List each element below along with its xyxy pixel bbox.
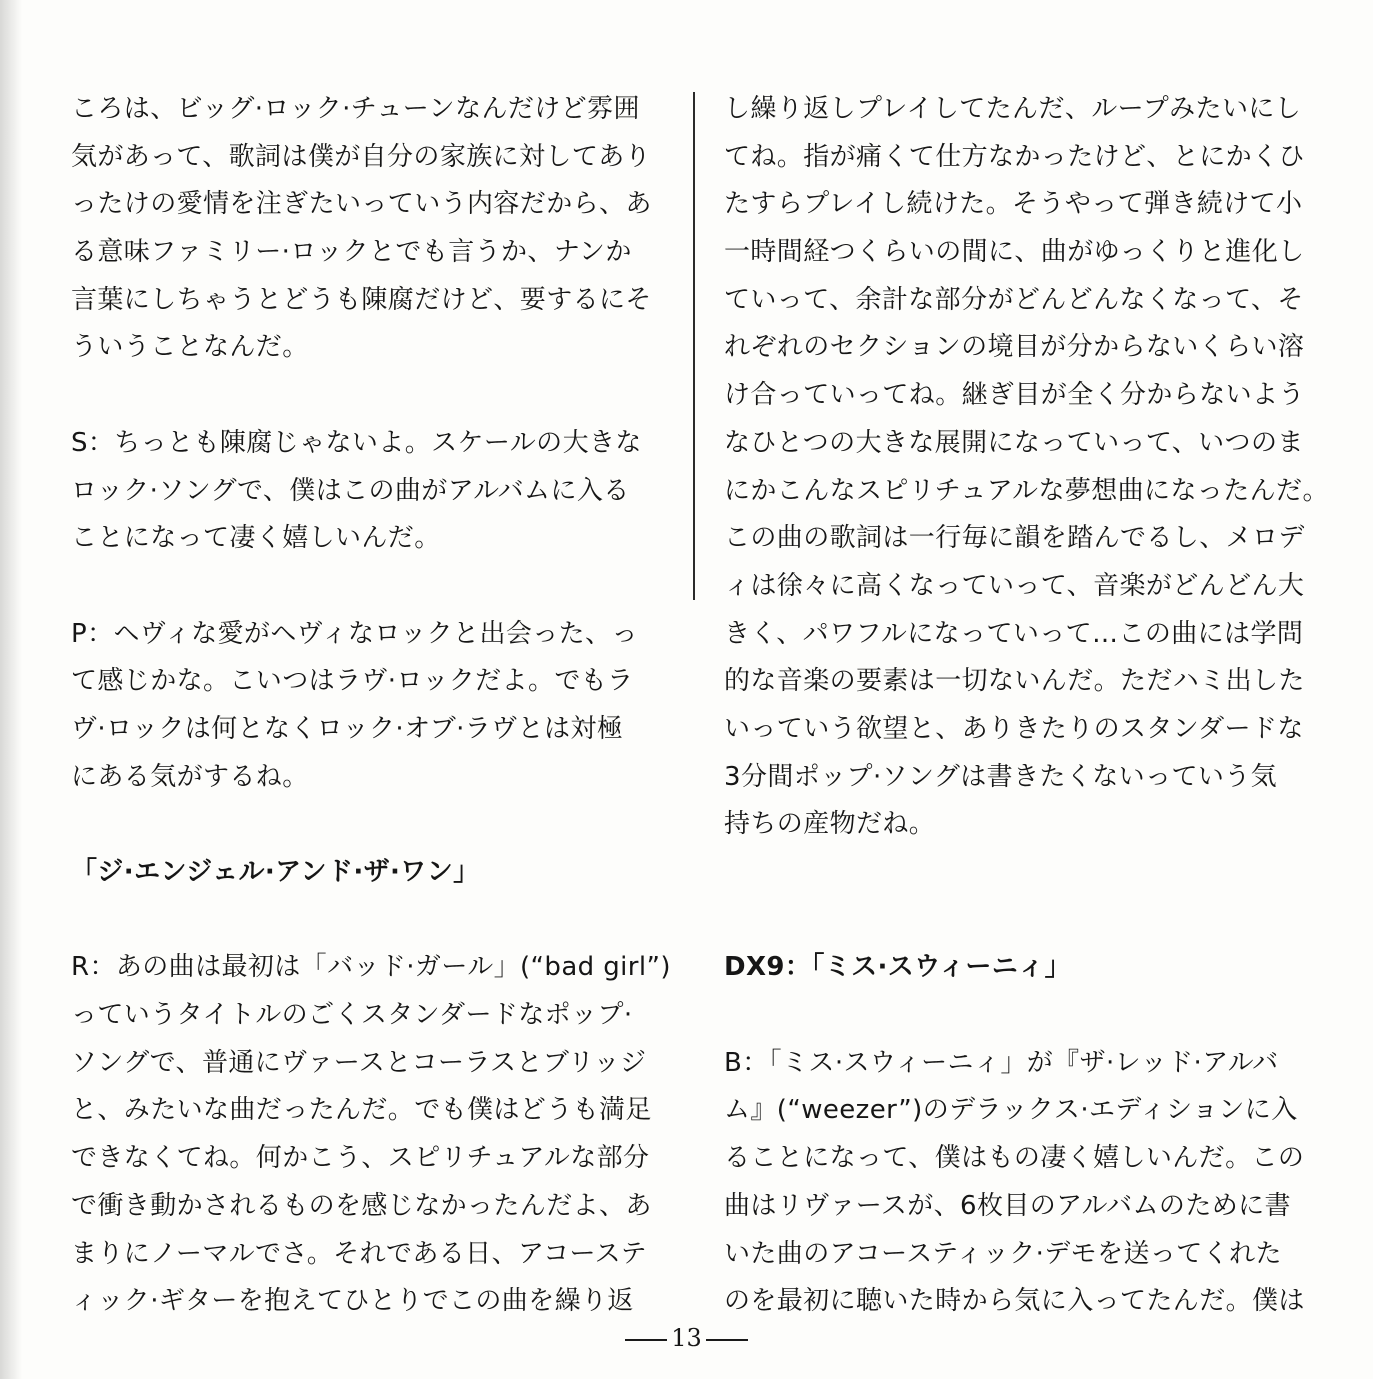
- text-line: てね。指が痛くて仕方なかったけど、とにかくひ: [724, 141, 1305, 172]
- text-line: きく、パワフルになっていって…この曲には学問: [724, 618, 1304, 649]
- right-text-column: [724, 86, 1329, 1326]
- text-line: ころは、ビッグ·ロック·チューンなんだけど雰囲: [71, 94, 640, 124]
- text-line: 3分間ポップ·ソングは書きたくないっていう気: [724, 761, 1278, 792]
- text-line: ヴ·ロックは何となくロック·オブ·ラヴとは対極: [71, 713, 624, 744]
- paragraph-gap: [724, 992, 1318, 1040]
- paragraph-gap: [71, 801, 667, 849]
- song-heading: 「ジ·エンジェル·アンド·ザ·ワン」: [71, 857, 480, 887]
- text-line: B：「ミス·スウィーニィ」が『ザ·レッド·アルバ: [724, 1047, 1279, 1078]
- text-line: ソングで、普通にヴァースとコーラスとブリッジ: [71, 1047, 647, 1078]
- text-line: 気があって、歌詞は僕が自分の家族に対してあり: [71, 141, 652, 172]
- text-line: る意味ファミリー·ロックとでも言うか、ナンか: [71, 237, 632, 268]
- paragraph-gap: [724, 849, 1318, 897]
- text-line: ロック·ソングで、僕はこの曲がアルバムに入る: [71, 475, 630, 506]
- text-line: し繰り返しプレイしてたんだ、ループみたいにし: [724, 94, 1302, 124]
- text-line: にかこんなスピリチュアルな夢想曲になったんだ。: [724, 475, 1329, 506]
- text-line: ィック·ギターを抱えてひとりでこの曲を繰り返: [71, 1286, 634, 1317]
- paragraph-gap: [71, 563, 667, 611]
- text-line: にある気がするね。: [71, 761, 309, 792]
- text-line: 持ちの産物だね。: [724, 809, 936, 840]
- text-line: のを最初に聴いた時から気に入ってたんだ。僕は: [724, 1286, 1305, 1317]
- text-line: R：あの曲は最初は「バッド·ガール」(“bad girl”): [71, 952, 671, 983]
- text-line: いっていう欲望と、ありきたりのスタンダードな: [724, 713, 1304, 744]
- text-line: 一時間経つくらいの間に、曲がゆっくりと進化し: [724, 237, 1305, 268]
- page-number-footer: [0, 1318, 1373, 1358]
- text-line: ィは徐々に高くなっていって、音楽がどんどん大: [724, 570, 1305, 601]
- text-line: と、みたいな曲だったんだ。でも僕はどうも満足: [71, 1095, 652, 1126]
- text-line: できなくてね。何かこう、スピリチュアルな部分: [71, 1143, 650, 1174]
- paragraph-gap: [71, 897, 667, 945]
- text-line: で衝き動かされるものを感じなかったんだよ、あ: [71, 1190, 652, 1221]
- text-line: まりにノーマルでさ。それである日、アコーステ: [71, 1238, 647, 1269]
- text-line: ことになって凄く嬉しいんだ。: [71, 523, 441, 554]
- text-line: P：ヘヴィな愛がヘヴィなロックと出会った、っ: [71, 618, 638, 649]
- left-text-column: [71, 86, 671, 1326]
- column-divider: [693, 92, 695, 600]
- text-line: れぞれのセクションの境目が分からないくらい溶: [724, 332, 1305, 363]
- folio-dash-right: [706, 1339, 748, 1341]
- song-heading: DX9：「ミス·スウィーニィ」: [724, 952, 1072, 983]
- text-line: け合っていってね。継ぎ目が全く分からないよう: [724, 380, 1305, 411]
- folio-dash-left: [625, 1339, 667, 1341]
- text-line: いた曲のアコースティック·デモを送ってくれた: [724, 1238, 1282, 1269]
- text-line: 言葉にしちゃうとどうも陳腐だけど、要するにそ: [71, 284, 652, 315]
- text-line: て感じかな。こいつはラヴ·ロックだよ。でもラ: [71, 666, 634, 697]
- text-line: この曲の歌詞は一行毎に韻を踏んでるし、メロデ: [724, 523, 1305, 554]
- text-line: なひとつの大きな展開になっていって、いつのま: [724, 427, 1304, 458]
- text-line: 曲はリヴァースが、6枚目のアルバムのために書: [724, 1190, 1291, 1221]
- paragraph-gap: [71, 372, 667, 420]
- paragraph-gap: [724, 897, 1318, 945]
- text-line: たすらプレイし続けた。そうやって弾き続けて小: [724, 189, 1303, 220]
- text-line: ることになって、僕はもの凄く嬉しいんだ。この: [724, 1143, 1305, 1174]
- text-line: ム』(“weezer”)のデラックス·エディションに入: [724, 1095, 1298, 1126]
- text-line: ていって、余計な部分がどんどんなくなって、そ: [724, 284, 1304, 315]
- text-line: S：ちっとも陳腐じゃないよ。スケールの大きな: [71, 427, 642, 458]
- text-line: っていうタイトルのごくスタンダードなポップ·: [71, 1000, 633, 1031]
- text-line: ういうことなんだ。: [71, 332, 309, 363]
- page-number: 13: [671, 1324, 702, 1352]
- text-line: ったけの愛情を注ぎたいっていう内容だから、あ: [71, 189, 652, 220]
- text-line: 的な音楽の要素は一切ないんだ。ただハミ出した: [724, 666, 1305, 697]
- page-gutter-shadow: [0, 0, 22, 1379]
